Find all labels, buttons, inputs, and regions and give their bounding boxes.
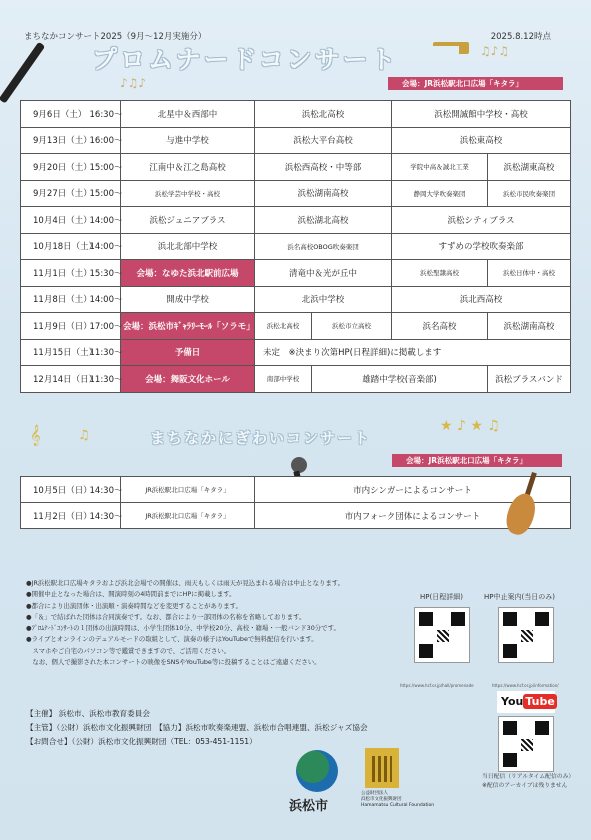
trumpet-icon [433, 42, 469, 54]
row-description: 市内シンガーによるコンサート [255, 477, 571, 503]
row-time: 15:30～ [89, 260, 121, 287]
performer-cell: 北星中＆西部中 [121, 101, 255, 128]
hp-url[interactable]: https://www.hcf.or.jp/hall/promenade [400, 683, 474, 688]
performer-cell: 南部中学校 [255, 366, 312, 393]
row-time: 15:00～ [89, 180, 121, 207]
contact-line: 【お問合せ】（公財）浜松市文化振興財団（TEL：053-451-1151） [26, 737, 257, 746]
row-date: 11月15日（土） [21, 339, 89, 366]
venue-cell: 会場：なゆた浜北駅前広場 [121, 260, 255, 287]
row-date: 11月2日（日） [21, 503, 89, 529]
row-place: JR浜松駅北口広場「キタラ」 [121, 477, 255, 503]
performer-cell: 浜名高校OBOG吹奏楽団 [255, 233, 392, 260]
row-time: 17:00～ [89, 313, 121, 340]
performer-cell: 浜松北高校 [255, 313, 312, 340]
performer-cell: 浜松北高校 [255, 101, 392, 128]
performer-cell: 雄踏中学校(音楽部) [312, 366, 488, 393]
row-date: 12月14日（日） [21, 366, 89, 393]
performer-cell: 浜松日体中・高校 [488, 260, 571, 287]
table-row [21, 207, 571, 234]
table-row [21, 154, 571, 181]
host-line: 【主催】 浜松市、浜松市教育委員会 [26, 709, 150, 718]
row-time: 14:00～ [89, 286, 121, 313]
performer-cell: 浜松湖北高校 [255, 207, 392, 234]
venue-cell: 会場：浜松市ｷﾞｬﾗﾘｰﾓｰﾙ「ソラモ」 [121, 313, 255, 340]
row-date: 11月1日（土） [21, 260, 89, 287]
performer-cell: 浜松聖隷高校 [392, 260, 488, 287]
table-row [21, 180, 571, 207]
table-row [21, 503, 571, 529]
row-time: 11:30～ [89, 366, 121, 393]
row-date: 9月27日（土） [21, 180, 89, 207]
venue-banner-second: 会場：JR浜松駅北口広場「キタラ」 [392, 454, 562, 467]
performer-cell: 浜松学芸中学校・高校 [121, 180, 255, 207]
row-date: 10月5日（日） [21, 477, 89, 503]
youtube-note-line: ※配信のアーカイブは残りません [482, 783, 568, 789]
row-date: 9月13日（土） [21, 127, 89, 154]
performer-cell: 静岡大学吹奏楽団 [392, 180, 488, 207]
organizer-info [26, 707, 368, 749]
performer-cell: 浜名高校 [392, 313, 488, 340]
status-url[interactable]: https://www.hcf.or.jp/information/ [492, 683, 559, 688]
note-item: ●ﾌﾟﾛﾑﾅｰﾄﾞｺﾝｻｰﾄの１団体の出演時間は、小学生団体10分、中学校20分、高校・籍場・一般バンド30分です。 [26, 624, 340, 633]
performer-cell: 浜松市民吹奏楽団 [488, 180, 571, 207]
status-qr-label: HP中止案内(当日のみ) [484, 593, 555, 601]
youtube-text-tube: Tube [525, 695, 555, 708]
row-place: JR浜松駅北口広場「キタラ」 [121, 503, 255, 529]
status-qr-code[interactable] [498, 607, 554, 663]
performer-cell: 北浜中学校 [255, 286, 392, 313]
row-time: 16:00～ [89, 127, 121, 154]
table-row [21, 339, 571, 366]
performer-cell: 浜松市立高校 [312, 313, 392, 340]
row-date: 10月4日（土） [21, 207, 89, 234]
note-item: ●JR浜松駅北口広場キタラおよび浜北会場での開催は、雨天もしくは雨天が見込まれる場合は中止となります。 [26, 579, 345, 587]
note-item: ●ライブとオンラインのデュアルモードの取組として、演奏の様子はYouTubeで無料配信を行います。 [26, 635, 318, 644]
row-time: 14:00～ [89, 207, 121, 234]
note-item: スマホやご自宅のパソコン等で鑑賞できますので、ご活用ください。 [26, 646, 231, 655]
performer-cell: 浜松湖南高校 [255, 180, 392, 207]
performer-cell: 未定 ※決まり次第HP(日程詳細)に掲載します [255, 339, 571, 366]
row-time: 14:30～ [89, 477, 121, 503]
performer-cell: 浜松シティブラス [392, 207, 571, 234]
performer-cell: 浜松東高校 [392, 127, 571, 154]
performer-cell: 浜北北部中学校 [121, 233, 255, 260]
performer-cell: 浜松ジュニアブラス [121, 207, 255, 234]
nigiwai-schedule-table [20, 476, 571, 529]
music-notes-icon: ♫ [78, 428, 90, 443]
foundation-name-line: 公益財団法人 [361, 791, 388, 796]
row-date: 11月8日（土） [21, 286, 89, 313]
venue-cell: 会場：舞阪文化ホール [121, 366, 255, 393]
cohost-line: 【主管】（公財）浜松市文化振興財団 【協力】浜松市吹奏楽連盟、浜松市合唱連盟、浜松ジャズ協会 [26, 723, 368, 732]
row-time: 14:00～ [89, 233, 121, 260]
notes-list [26, 578, 406, 668]
row-description: 市内フォーク団体によるコンサート [255, 503, 571, 529]
performer-cell: 浜松西高校・中等部 [255, 154, 392, 181]
promenade-schedule-table [20, 100, 571, 393]
foundation-name-line: Hamamatsu Cultural Foundation [361, 803, 435, 808]
table-row [21, 313, 571, 340]
page-title: プロムナードコンサート [92, 45, 399, 74]
youtube-note-line: 当日配信（リアルタイム配信のみ） [482, 774, 575, 780]
second-section-title: まちなかにぎわいコンサート [150, 429, 372, 447]
table-row [21, 260, 571, 287]
hp-qr-code[interactable] [414, 607, 470, 663]
row-time: 16:30～ [89, 101, 121, 128]
performer-cell: 浜松大平台高校 [255, 127, 392, 154]
foundation-logo-icon [365, 748, 399, 788]
row-date: 10月18日（土） [21, 233, 89, 260]
note-item: ●開催中止となった場合は、開演時刻の4時間前までにHPに掲載します。 [26, 590, 236, 599]
venue-cell: 予備日 [121, 339, 255, 366]
performer-cell: 開成中学校 [121, 286, 255, 313]
hp-qr-label: HP(日程詳細) [420, 593, 463, 601]
row-time: 14:30～ [89, 503, 121, 529]
row-date: 9月20日（土） [21, 154, 89, 181]
row-time: 15:00～ [89, 154, 121, 181]
note-item: ●都合により出演団体・出演順・演奏時間などを変更することがあります。 [26, 601, 242, 610]
table-row [21, 477, 571, 503]
city-logo-icon [296, 750, 338, 792]
treble-clef-icon: 𝄞 [30, 425, 41, 446]
performer-cell: すずめの学校吹奏楽部 [392, 233, 571, 260]
foundation-name-line: 浜松市文化振興財団 [361, 797, 402, 802]
series-label: まちなかコンサート2025（9月～12月実施分） [24, 32, 207, 42]
note-item: なお、個人で撮影された本コンサートの映像をSNSやYouTube等に投稿することはご遠慮ください。 [26, 658, 321, 667]
youtube-logo [497, 691, 555, 713]
venue-banner: 会場：JR浜松駅北口広場「キタラ」 [388, 77, 563, 90]
performer-cell: 学院中高＆誠北工業 [392, 154, 488, 181]
table-row [21, 233, 571, 260]
row-time: 11:30～ [89, 339, 121, 366]
table-row [21, 366, 571, 393]
music-notes-icon: ★ ♪ ★ ♫ [440, 418, 500, 434]
music-notes-icon: ♪♫♪ [120, 76, 147, 90]
clarinet-icon [0, 42, 45, 104]
youtube-qr-code[interactable] [498, 716, 554, 772]
youtube-text: You [501, 695, 524, 708]
music-notes-icon: ♫♪♫ [480, 44, 510, 58]
performer-cell: 清竜中＆光が丘中 [255, 260, 392, 287]
note-item: ●「＆」で結ばれた団体は合同演奏です。なお、都合により一部団体の名称を省略しております。 [26, 612, 306, 621]
performer-cell: 浜松開誠館中学校・高校 [392, 101, 571, 128]
table-row [21, 101, 571, 128]
row-date: 11月9日（日） [21, 313, 89, 340]
foundation-name [361, 791, 434, 809]
performer-cell: 浜北西高校 [392, 286, 571, 313]
table-row [21, 286, 571, 313]
table-row [21, 127, 571, 154]
performer-cell: 浜松湖東高校 [488, 154, 571, 181]
performer-cell: 浜松湖南高校 [488, 313, 571, 340]
performer-cell: 与進中学校 [121, 127, 255, 154]
performer-cell: 江南中＆江之島高校 [121, 154, 255, 181]
city-name: 浜松市 [289, 799, 329, 814]
row-date: 9月6日（土） [21, 101, 89, 128]
performer-cell: 浜松ブラスバンド [488, 366, 571, 393]
youtube-note [482, 773, 574, 791]
as-of-date: 2025.8.12時点 [490, 32, 551, 42]
